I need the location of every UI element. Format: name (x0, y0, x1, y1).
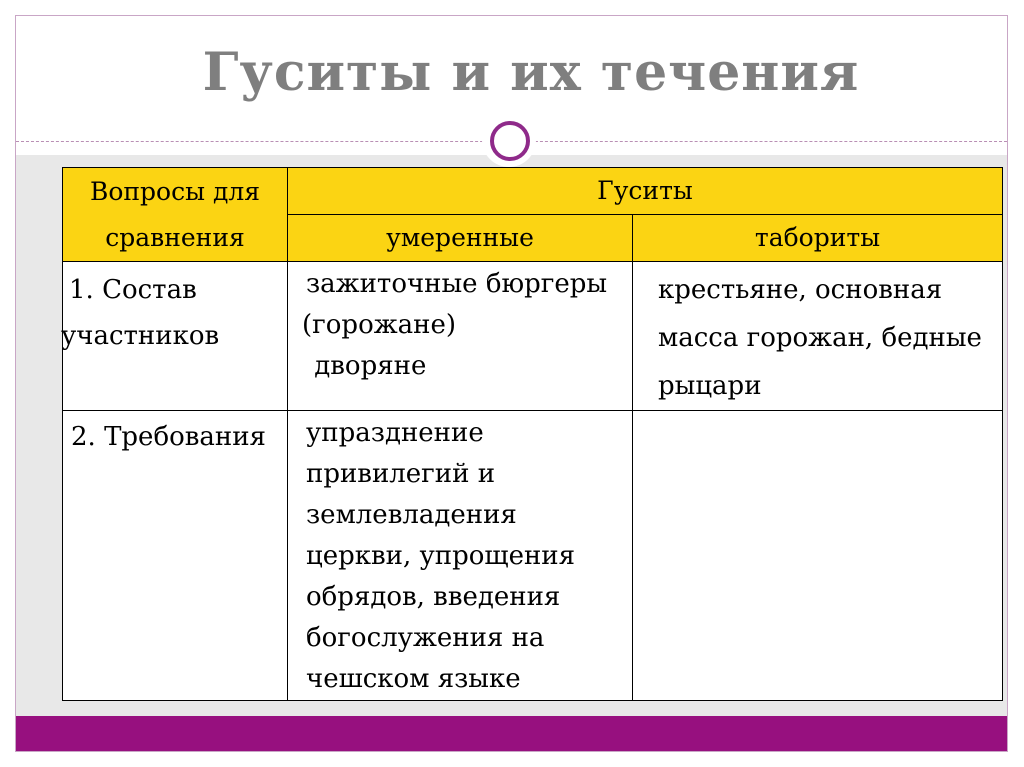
row1-question-cell (63, 262, 288, 411)
header-hussites-cell (288, 168, 1003, 215)
header-questions-line: сравнения (105, 222, 245, 252)
slide-title: Гуситы и их течения (202, 42, 860, 103)
header-hussites-label: Гуситы (597, 176, 693, 205)
header-moderates-cell (288, 215, 633, 262)
row2-moderates-line: чешском языке (306, 664, 521, 694)
row1-taborites-line: рыцари (658, 371, 762, 401)
row2-moderates-line: церкви, упрощения (306, 541, 576, 571)
header-taborites-label: табориты (754, 223, 881, 252)
table-row (63, 262, 1003, 411)
row2-moderates-line: землевладения (306, 500, 517, 530)
row1-moderates-line: дворяне (306, 351, 427, 381)
row1-taborites-line: масса горожан, бедные (658, 323, 982, 353)
row1-taborites-cell (633, 262, 1003, 411)
row2-moderates-line: упразднение (306, 418, 484, 448)
header-questions-line: Вопросы для (89, 176, 261, 206)
row2-moderates-line: обрядов, введения (306, 582, 561, 612)
ring-ornament-icon (482, 113, 536, 167)
row2-moderates-line: привилегий и (306, 459, 496, 489)
row1-moderates-line: (горожане) (302, 310, 456, 340)
header-questions-cell (63, 168, 288, 262)
row1-question-line: участников (61, 321, 220, 351)
row2-taborites-cell (633, 411, 1003, 701)
footer-accent-bar (16, 716, 1007, 751)
row2-question-cell (63, 411, 288, 701)
row1-taborites-line: крестьяне, основная (658, 275, 943, 305)
header-row-top (63, 168, 1003, 215)
row1-moderates-line: зажиточные бюргеры (306, 269, 608, 299)
ring-ornament-circle (490, 121, 530, 161)
row2-moderates-cell (288, 411, 633, 701)
row1-moderates-cell (288, 262, 633, 411)
row2-question-line: 2. Требования (71, 422, 266, 452)
comparison-table (62, 167, 1003, 701)
row1-question-line: 1. Состав (69, 275, 197, 305)
table-row (63, 411, 1003, 701)
row2-moderates-line: богослужения на (306, 623, 545, 653)
header-moderates-label: умеренные (386, 223, 534, 252)
header-taborites-cell (633, 215, 1003, 262)
